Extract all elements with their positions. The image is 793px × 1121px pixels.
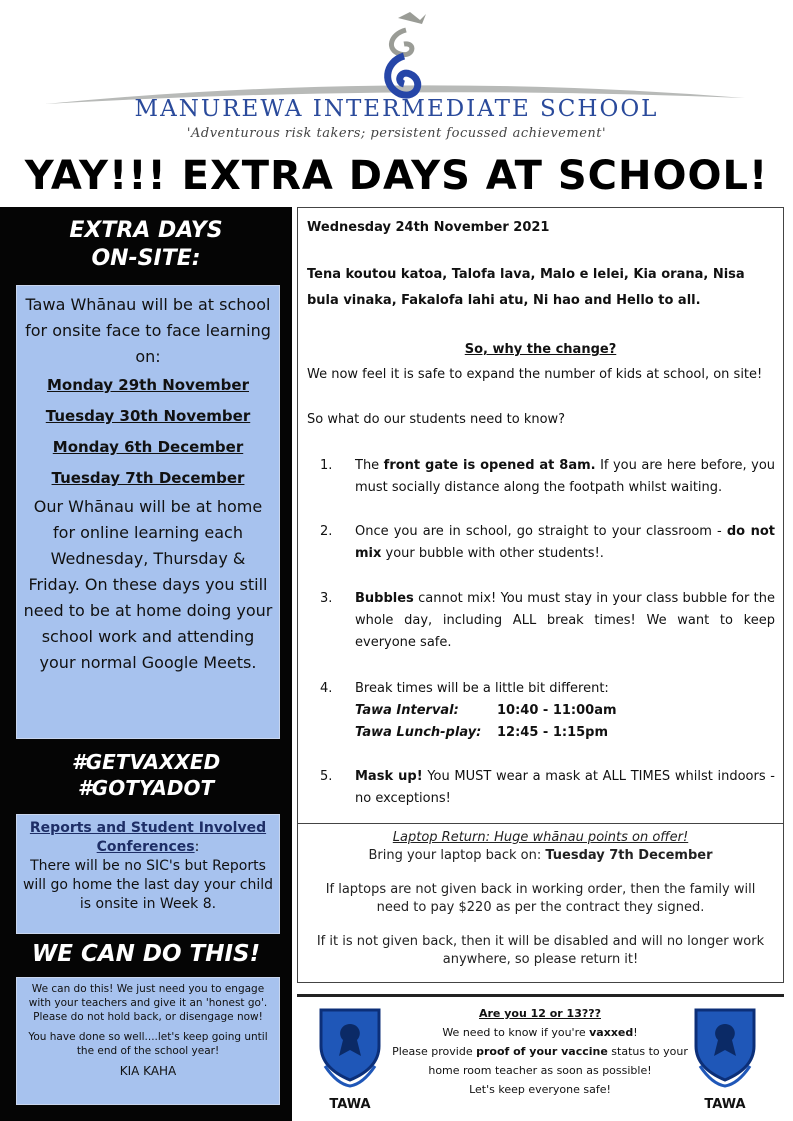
divider [297,994,784,997]
vaccine-text: status to your home room teacher as soon as possible! [428,1045,688,1077]
laptop-title: Laptop Return: Huge whānau points on offer! [392,830,689,845]
item-text: If you are here before, you must socially distance along the footpath whilst waiting. [355,458,776,495]
school-logo-icon [370,10,440,105]
vaccine-text: ! [633,1026,638,1039]
list-number: 5. [320,769,333,784]
onsite-date: Tuesday 30th November [45,407,251,425]
item-text: You MUST wear a mask at ALL TIMES whilst indoors - no exceptions! [355,769,775,806]
vax-heading-line-1: #GETVAXXED [71,750,221,774]
reports-text: There will be no SIC's but Reports will go home the last day your child is onsite in Week 8. [22,858,274,912]
greeting: Tena koutou katoa, Talofa lava, Malo e lelei, Kia orana, Nisa bula vinaka, Fakalofa lahi atu, Ni hao and Hello to all. [307,267,745,308]
we-can-heading: WE CAN DO THIS! [31,941,261,967]
list-item [320,521,775,565]
vax-heading [0,749,292,801]
page-headline: YAY!!! EXTRA DAYS AT SCHOOL! [24,153,769,199]
list-number: 2. [320,524,333,539]
school-motto: 'Adventurous risk takers; persistent focussed achievement' [186,126,607,141]
crest-label: TAWA [704,1097,746,1112]
list-item [320,766,775,810]
onsite-heading [0,217,292,273]
school-name: MANUREWA INTERMEDIATE SCHOOL [134,96,659,122]
item-text: your bubble with other students!. [381,546,604,561]
item-bold: Mask up! [355,769,423,784]
onsite-intro: Tawa Whānau will be at school for onsite face to face learning on: [25,295,271,366]
laptop-text-block [297,829,784,969]
list-item [320,678,775,744]
reports-box [16,814,280,934]
crest-label: TAWA [329,1097,371,1112]
vaccine-text: Please provide [392,1045,477,1058]
kia-kaha: KIA KAHA [119,1064,177,1078]
list-number: 1. [320,458,333,473]
vaccine-text: Let's keep everyone safe! [469,1083,611,1096]
laptop-return-date: Tuesday 7th December [545,848,713,863]
vaccine-text: We need to know if you're [442,1026,590,1039]
reports-title: Reports and Student Involved Conferences [29,820,267,855]
item-text: Once you are in school, go straight to your classroom - [355,524,727,539]
tawa-crest-icon [317,1006,383,1096]
vaccine-title: Are you 12 or 13??? [478,1007,601,1020]
item-text: cannot mix! You must stay in your class bubble for the whole day, including ALL break times! We want to keep everyone safe. [355,591,775,650]
reports-colon: : [194,839,200,855]
laptop-pay-text: If laptops are not given back in working order, then the family will need to pay $220 as per the contract they signed. [325,882,756,915]
laptop-bring-text: Bring your laptop back on: [368,848,546,863]
why-title: So, why the change? [464,342,617,357]
we-can-box [16,977,280,1105]
vaccine-bold: proof of your vaccine [476,1045,608,1058]
item-bold: front gate is opened at 8am. [383,458,596,473]
letter-date: Wednesday 24th November 2021 [307,220,550,235]
we-can-text-2: You have done so well....let's keep going until the end of the school year! [28,1031,268,1057]
home-learning-text: Our Whānau will be at home for online learning each Wednesday, Thursday & Friday. On these days you still need to be at home doing your school work and attending your normal Google Meets. [23,497,273,672]
vaccine-bold: vaxxed [589,1026,634,1039]
break-label: Tawa Interval: [355,703,459,718]
vax-heading-line-2: #GOTYADOT [77,776,215,800]
break-label: Tawa Lunch-play: [355,725,482,740]
need-to-know-text: So what do our students need to know? [307,412,566,427]
list-item [320,588,775,654]
onsite-days-box [16,285,280,739]
list-number: 4. [320,681,333,696]
we-can-text: We can do this! We just need you to engage with your teachers and give it an 'honest go'. Please do not hold back, or disengage now! [28,983,268,1023]
item-text: The [355,458,384,473]
vaccine-notice [390,1004,690,1099]
onsite-date: Monday 29th November [46,376,249,394]
item-text: Break times will be a little bit different: [355,681,609,696]
item-bold: Bubbles [355,591,414,606]
laptop-disable-text: If it is not given back, then it will be disabled and will no longer work anywhere, so please return it! [316,934,765,967]
break-time: 10:40 - 11:00am [497,703,617,718]
onsite-heading-line-1: EXTRA DAYS [69,218,223,243]
onsite-date: Monday 6th December [52,438,244,456]
break-time: 12:45 - 1:15pm [497,725,609,740]
tawa-crest-icon [692,1006,758,1096]
item-bold: do not mix [355,524,775,561]
onsite-date: Tuesday 7th December [51,469,245,487]
list-item [320,455,775,499]
list-number: 3. [320,591,333,606]
onsite-heading-line-2: ON-SITE: [91,246,201,271]
why-text: We now feel it is safe to expand the number of kids at school, on site! [307,367,763,382]
